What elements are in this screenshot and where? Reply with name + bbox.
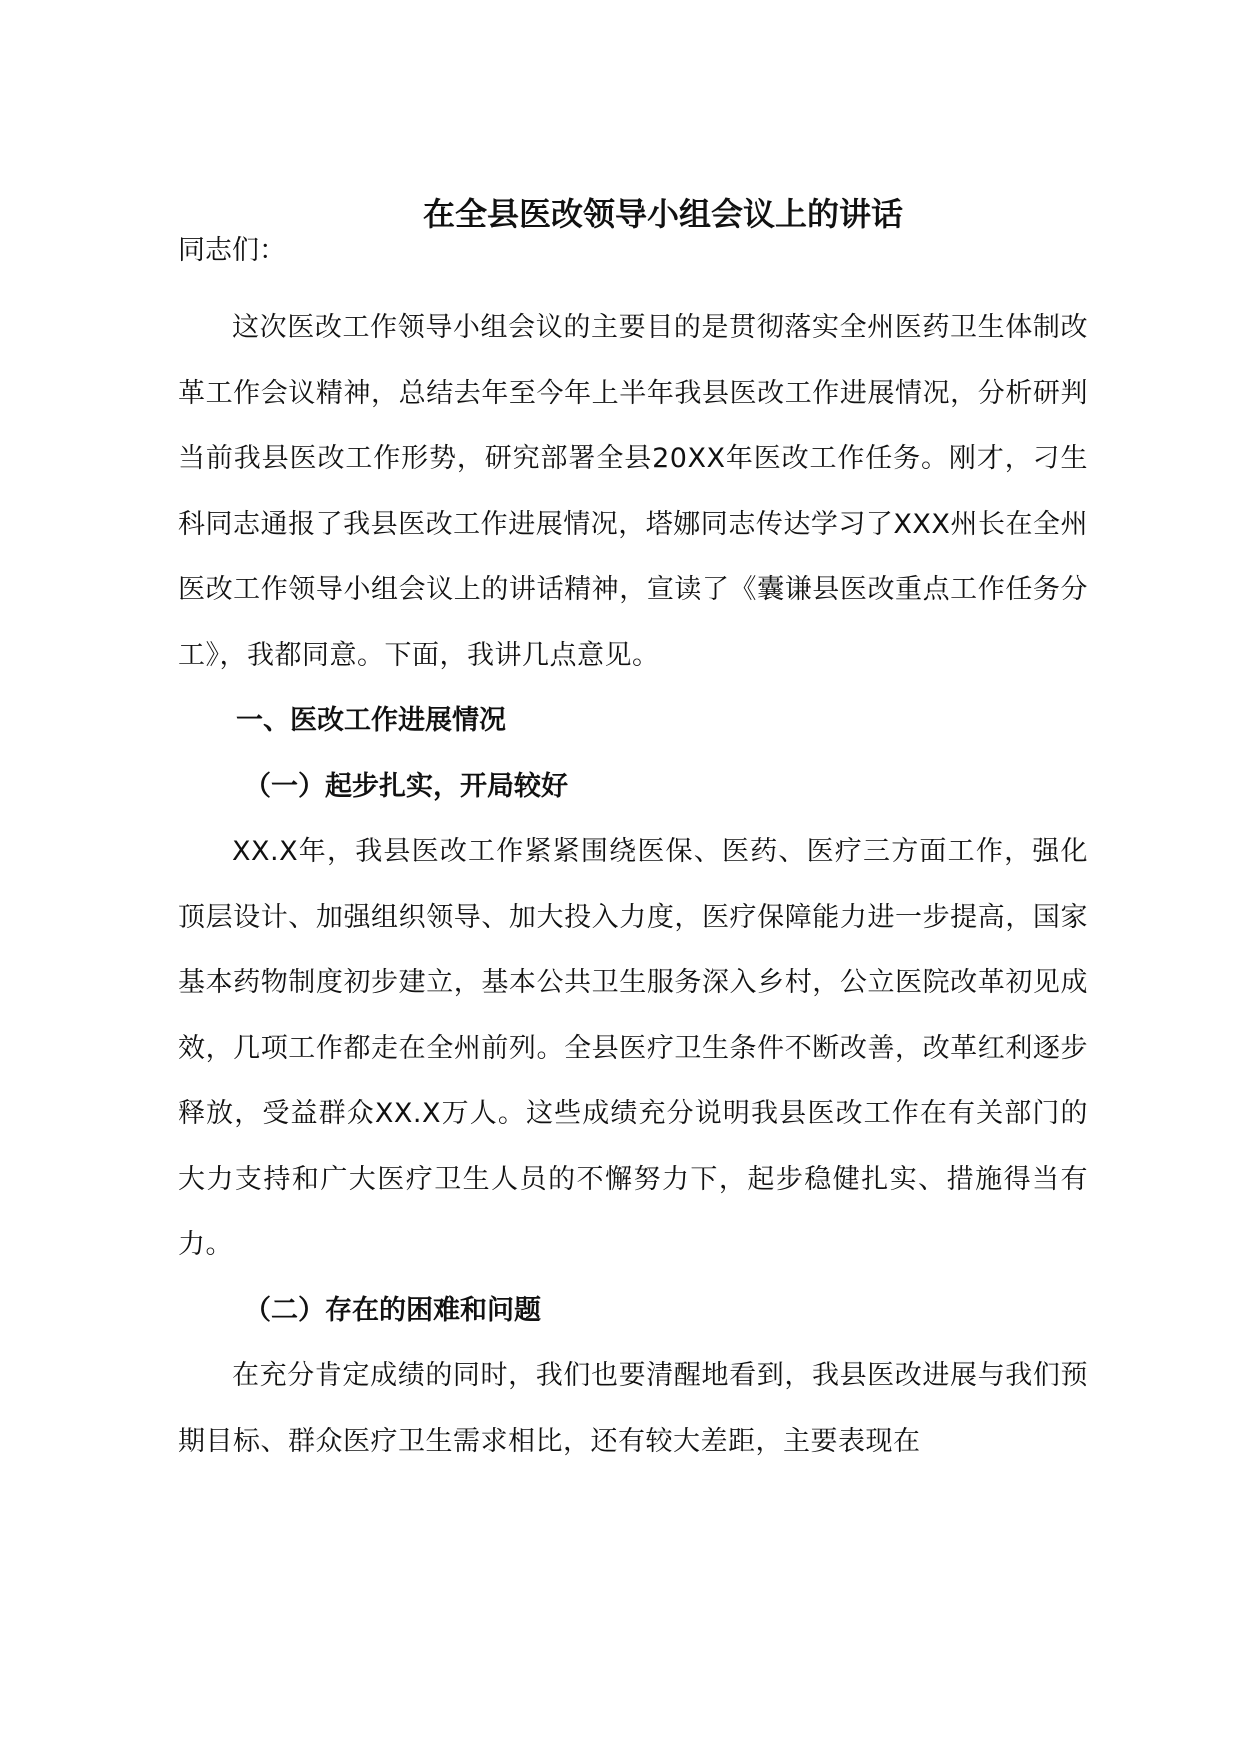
subsection-start-paragraph: XX.X年，我县医改工作紧紧围绕医保、医药、医疗三方面工作，强化顶层设计、加强组织领导、加大投入力度，医疗保障能力进一步提高，国家基本药物制度初步建立，基本公共卫生服务深入乡村，公立医院改革初见成效，几项工作都走在全州前列。全县医疗卫生条件不断改善，改革红利逐步释放，受益群众XX.X万人。这些成绩充分说明我县医改工作在有关部门的大力支持和广大医疗卫生人员的不懈努力下，起步稳健扎实、措施得当有力。 <box>178 836 1088 1260</box>
subsection-heading-problems: （二）存在的困难和问题 <box>244 1294 541 1326</box>
speech-text <box>178 230 1088 1474</box>
document-body <box>178 186 1088 1486</box>
document-title: 在全县医改领导小组会议上的讲话 <box>422 195 903 233</box>
subsection-problems-paragraph: 在充分肯定成绩的同时，我们也要清醒地看到，我县医改进展与我们预期目标、群众医疗卫生需求相比，还有较大差距，主要表现在 <box>178 1360 1088 1457</box>
section-heading-progress: 一、医改工作进展情况 <box>236 705 506 736</box>
subsection-heading-start: （一）起步扎实，开局较好 <box>244 770 568 802</box>
salutation: 同志们： <box>178 235 286 266</box>
intro-paragraph: 这次医改工作领导小组会议的主要目的是贯彻落实全州医药卫生体制改革工作会议精神，总结去年至今年上半年我县医改工作进展情况，分析研判当前我县医改工作形势，研究部署全县20XX年医改工作任务。刚才，刁生科同志通报了我县医改工作进展情况，塔娜同志传达学习了XXX州长在全州医改工作领导小组会议上的讲话精神，宣读了《囊谦县医改重点工作任务分工》，我都同意。下面，我讲几点意见。 <box>178 312 1088 671</box>
